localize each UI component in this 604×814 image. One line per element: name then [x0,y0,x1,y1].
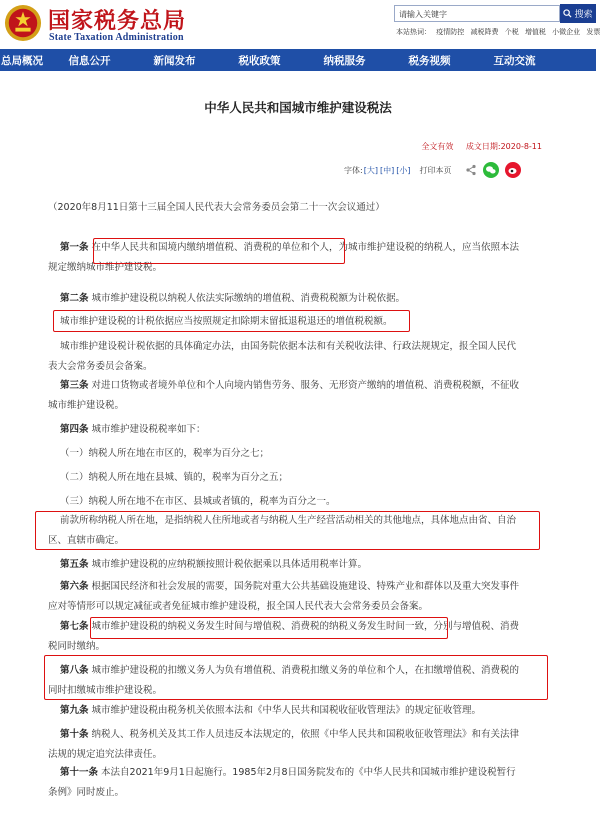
article-text: 城市维护建设税以纳税人依法实际缴纳的增值税、消费税税额为计税依据。 [91,293,406,304]
hot-word-link[interactable]: 发票 [586,28,601,36]
nav-item-info[interactable]: 信息公开 [68,54,111,67]
wechat-icon[interactable] [483,162,499,178]
article-text: 表大会常务委员会备案。 [48,361,153,372]
paragraph-line [48,420,532,440]
site-subtitle: State Taxation Administration [49,32,184,43]
paragraph-line [48,763,532,783]
paragraph-line [48,357,532,377]
nav-item-interact[interactable]: 互动交流 [493,54,536,67]
paragraph-line [48,396,532,416]
highlight-box [44,655,548,700]
paragraph-line [48,492,532,512]
paragraph-line [48,745,532,765]
article-text: 本法自2021年9月1日起施行。1985年2月8日国务院发布的《中华人民共和国城市维护建设税暂行 [101,767,516,778]
article-clause-number: 第二条 [60,293,89,304]
article-paragraph [48,444,532,464]
hot-words-label: 本站热词： [396,28,431,36]
font-size-label: 字体: [344,165,363,175]
article-paragraph [48,701,532,721]
highlight-box [53,310,410,332]
paragraph-line [48,444,532,464]
article-text: 法规的规定追究法律责任。 [48,749,163,760]
site-header [0,0,601,49]
font-size-small[interactable]: [小] [396,165,411,175]
paragraph-line [48,597,532,617]
nav-item-news[interactable]: 新闻发布 [153,54,196,67]
article-clause-number: 第六条 [60,581,89,592]
font-size-large[interactable]: [大] [363,165,378,175]
article-clause-number: 第八条 [60,665,89,676]
article-paragraph [48,468,532,488]
paragraph-line [48,725,532,745]
print-button[interactable]: 打印本页 [419,165,452,175]
article-text: 对进口货物或者境外单位和个人向境内销售劳务、服务、无形资产缴纳的增值税、消费税税额，不征收 [91,380,520,391]
article-text: 城市维护建设税税率如下： [91,424,206,435]
article-paragraph [48,420,532,440]
article-paragraph [48,763,532,803]
nav-item-video[interactable]: 税务视频 [408,54,451,67]
article-paragraph [48,725,532,765]
paragraph-line [48,468,532,488]
hot-word-link[interactable]: 疫情防控 [436,28,465,36]
article-text: 税同时缴纳。 [48,641,106,652]
article-clause-number: 第十一条 [60,767,99,778]
status-badge: 全文有效 [421,142,454,151]
highlight-box [93,238,345,264]
paragraph-line [48,337,532,357]
paragraph-line [48,555,532,575]
hot-words [396,27,604,37]
article-text: 区、直辖市确定。 [48,535,125,546]
search-button-label: 搜索 [574,10,593,20]
site-title[interactable]: 国家税务总局 [48,8,187,34]
search-input[interactable]: 请输入关键字 [394,5,560,22]
article-paragraph [48,289,532,309]
font-size-medium[interactable]: [中] [379,165,395,175]
article-text: 在中华人民共和国境内缴纳增值税、消费税的单位和个人，为城市维护建设税的纳税人，应当依照本法 [91,242,520,253]
article-paragraph [48,555,532,575]
article-text: （三）纳税人所在地不在市区、县城或者镇的，税率为百分之一。 [60,496,336,507]
article-text: 城市维护建设税由税务机关依照本法和《中华人民共和国税收征收管理法》的规定征收管理。 [91,705,482,716]
highlight-box [90,617,448,639]
main-nav [0,49,596,71]
article-paragraph [48,577,532,617]
paragraph-line [48,783,532,803]
highlight-box [35,511,540,550]
article-text: 规定缴纳城市维护建设税。 [48,262,163,273]
article-text: 城市维护建设税计税依据的具体确定办法，由国务院依据本法和有关税收法律、行政法规规定，报全国人民代 [60,341,517,352]
article-text: （一）纳税人所在地在市区的，税率为百分之七； [60,448,270,459]
nav-item-overview[interactable]: 总局概况 [1,54,43,67]
article-text: 应对等情形可以规定减征或者免征城市维护建设税，报全国人民代表大会常务委员会备案。 [48,601,429,612]
article-clause-number: 第九条 [60,705,89,716]
article-clause-number: 第七条 [60,621,89,632]
article-tools [344,162,521,178]
weibo-icon[interactable] [505,162,521,178]
search-icon [563,9,572,18]
hot-word-link[interactable]: 减税降费 [470,28,499,36]
article-text: 条例》同时废止。 [48,787,125,798]
hot-word-link[interactable]: 增值税 [524,28,546,36]
article-clause-number: 第四条 [60,424,89,435]
article-text: 纳税人、税务机关及其工作人员违反本法规定的，依照《中华人民共和国税收征收管理法》和有关法律 [91,729,520,740]
paragraph-line [48,577,532,597]
article-preface: （2020年8月11日第十三届全国人民代表大会常务委员会第二十一次会议通过） [48,202,385,213]
article-text: 城市维护建设税的纳税义务发生时间与增值税、消费税的纳税义务发生时间一致，分别与增值税、消费 [91,621,520,632]
article-paragraph [48,376,532,416]
hot-word-link[interactable]: 个税 [504,28,519,36]
article-meta [421,141,542,152]
article-clause-number: 第五条 [60,559,89,570]
article-text: 前款所称纳税人所在地，是指纳税人住所地或者与纳税人生产经营活动相关的其他地点，具体地点由省、自治 [60,515,517,526]
national-emblem-icon[interactable] [4,4,42,42]
paragraph-line [48,376,532,396]
hot-word-link[interactable]: 小微企业 [552,28,581,36]
paragraph-line [48,701,532,721]
article-text: 城市维护建设税。 [48,400,125,411]
article-paragraph [48,492,532,512]
article-text: 同时扣缴城市维护建设税。 [48,685,163,696]
article-title: 中华人民共和国城市维护建设税法 [204,100,392,115]
nav-item-policy[interactable]: 税收政策 [238,54,281,67]
article-clause-number: 第十条 [60,729,89,740]
article-text: 根据国民经济和社会发展的需要，国务院对重大公共基础设施建设、特殊产业和群体以及重大突发事件 [91,581,520,592]
article-text: （二）纳税人所在地在县城、镇的，税率为百分之五； [60,472,289,483]
article-text: 城市维护建设税的计税依据应当按照规定扣除期末留抵退税退还的增值税税额。 [60,316,393,327]
article-date: 成文日期:2020-8-11 [465,142,542,151]
search-button[interactable] [560,4,596,23]
article-clause-number: 第一条 [60,242,89,253]
nav-item-service[interactable]: 纳税服务 [323,54,366,67]
paragraph-line [48,637,532,657]
paragraph-line [48,289,532,309]
article-text: 城市维护建设税的扣缴义务人为负有增值税、消费税扣缴义务的单位和个人，在扣缴增值税、消费税的 [91,665,520,676]
article-clause-number: 第三条 [60,380,89,391]
share-icon[interactable] [465,164,477,176]
article-text: 城市维护建设税的应纳税额按照计税依据乘以具体适用税率计算。 [91,559,368,570]
article-paragraph [48,337,532,377]
